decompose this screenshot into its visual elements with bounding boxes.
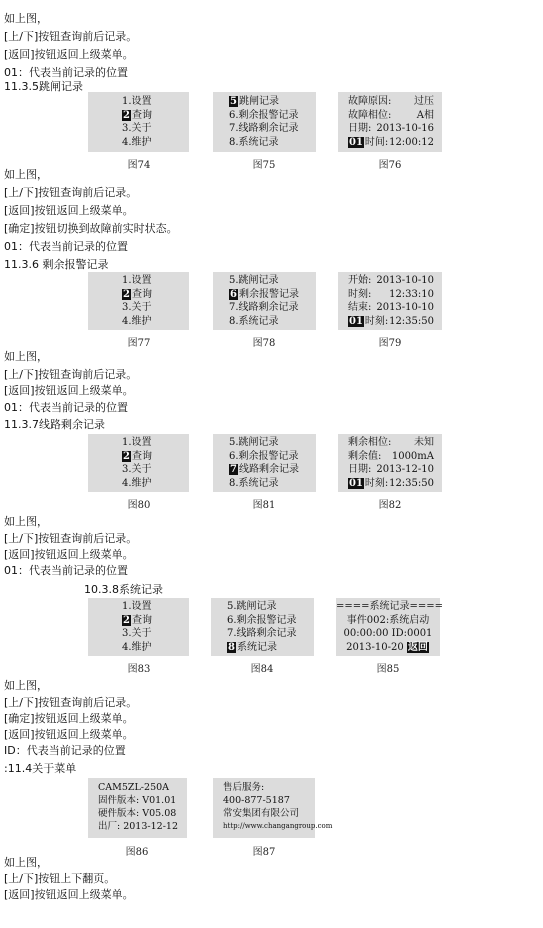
detail-row: 日期: 2013-10-16 [348,123,434,134]
menu-item: 4.维护 [122,315,152,327]
lcd-menu-screen [88,598,189,656]
menu-item: 1.设置 [122,275,152,286]
text-line: 如上图， [4,350,48,363]
company-name: 常安集团有限公司 [223,808,300,819]
section-heading: 11.3.5跳闸记录 [4,80,83,93]
factory-date: 出厂: 2013-12-12 [98,821,178,832]
list-item: 7.线路剩余记录 [229,123,299,134]
hardware-version: 硬件版本: V05.08 [98,808,177,819]
menu-item-selected: 2 查询 [123,109,152,121]
back-marker: 返回 [407,641,428,653]
selection-marker: 5 [230,96,237,107]
figure-caption: 图81 [252,500,276,511]
section-heading: 11.3.6 剩余报警记录 [4,258,109,271]
text-line: [上/下]按钮查询前后记录。 [4,30,138,43]
text-line: [返回]按钮返回上级菜单。 [4,548,134,561]
lcd-list-screen [213,272,316,330]
text-line: 如上图， [4,679,48,692]
service-title: 售后服务: [223,782,265,793]
text-line: 如上图， [4,168,48,181]
menu-item: 3.关于 [122,628,152,639]
record-index-marker: 01 [349,136,363,148]
text-line: [返回]按钮返回上级菜单。 [4,728,134,741]
list-item: 5.跳闸记录 [229,275,279,286]
record-title: ====系统记录==== [336,601,444,612]
text-line: 如上图， [4,515,48,528]
list-item-selected: 7 线路剩余记录 [230,464,299,475]
text-line: 01：代表当前记录的位置 [4,66,128,79]
detail-row: 故障原因: 过压 [348,96,434,107]
lcd-about-screen [88,778,187,838]
record-index-marker: 01 [349,477,363,489]
lcd-menu-screen [88,92,189,152]
list-item: 6.剩余报警记录 [229,450,299,462]
menu-item: 1.设置 [122,96,152,107]
section-heading: :11.4关于菜单 [4,762,77,775]
text-line: 01：代表当前记录的位置 [4,564,128,577]
firmware-version: 固件版本: V01.01 [98,795,177,806]
menu-item: 3.关于 [122,464,152,475]
text-line: [上/下]按钮查询前后记录。 [4,696,138,709]
figure-caption: 图87 [252,847,276,858]
lcd-system-record-screen [336,598,444,656]
model-name: CAM5ZL-250A [98,782,170,793]
selection-marker: 2 [123,109,130,121]
list-item: 6.剩余报警记录 [227,614,297,626]
service-phone: 400-877-5187 [223,795,290,806]
detail-row: 01 时间: 12:00:12 [349,136,434,148]
list-item-selected: 8 系统记录 [228,641,277,653]
record-time-id: 00:00:00 ID:0001 [343,628,433,639]
figure-caption: 图79 [378,338,402,349]
section-heading: 11.3.7线路剩余记录 [4,418,105,431]
menu-item-selected: 2 查询 [123,288,152,300]
text-line: ID：代表当前记录的位置 [4,744,126,757]
text-line: [返回]按钮返回上级菜单。 [4,204,134,217]
detail-row: 故障相位: A相 [348,109,434,121]
lcd-detail-screen [338,434,442,492]
detail-row: 结束: 2013-10-10 [348,302,434,313]
list-item-selected: 5 跳闸记录 [230,96,279,107]
figure-caption: 图80 [127,500,151,511]
list-item: 5.跳闸记录 [227,601,277,612]
text-line: [上/下]按钮上下翻页。 [4,872,116,885]
detail-row: 01 时刻: 12:35:50 [349,315,434,327]
menu-item-selected: 2 查询 [123,450,152,462]
detail-row: 01 时刻: 12:35:50 [349,477,434,489]
selection-marker: 8 [228,641,235,653]
list-item-selected: 6 剩余报警记录 [230,288,299,300]
list-item: 8.系统记录 [229,136,279,148]
text-line: [返回]按钮返回上级菜单。 [4,888,134,901]
list-item: 8.系统记录 [229,315,279,327]
list-item: 6.剩余报警记录 [229,109,299,121]
figure-caption: 图83 [127,664,151,675]
figure-caption: 图78 [252,338,276,349]
lcd-service-screen [213,778,333,838]
menu-item: 3.关于 [122,302,152,313]
figure-caption: 图75 [252,160,276,171]
text-line: 01：代表当前记录的位置 [4,240,128,253]
figure-caption: 图85 [376,664,400,675]
text-line: 01：代表当前记录的位置 [4,401,128,414]
record-event: 事件002:系统启动 [346,614,430,626]
selection-marker: 6 [230,288,237,300]
lcd-detail-screen [338,272,442,330]
detail-row: 时刻: 12:33:10 [348,288,434,300]
selection-marker: 2 [123,614,130,626]
section-heading: 10.3.8系统记录 [84,583,163,596]
detail-row: 开始: 2013-10-10 [348,275,434,286]
list-item: 8.系统记录 [229,477,279,489]
company-url: http://www.changangroup.com [223,822,333,830]
text-line: [上/下]按钮查询前后记录。 [4,186,138,199]
selection-marker: 7 [230,464,237,475]
detail-row: 剩余相位: 未知 [348,437,434,448]
text-line: 如上图， [4,12,48,25]
menu-item: 4.维护 [122,641,152,653]
record-date-row: 2013-10-20 返回 [346,641,428,653]
text-line: [上/下]按钮查询前后记录。 [4,368,138,381]
figure-caption: 图74 [127,160,151,171]
detail-row: 剩余值: 1000mA [348,450,434,462]
text-line: [返回]按钮返回上级菜单。 [4,48,134,61]
figure-caption: 图84 [250,664,274,675]
lcd-list-screen [213,434,316,492]
menu-item: 3.关于 [122,123,152,134]
menu-item: 1.设置 [122,601,152,612]
lcd-menu-screen [88,434,189,492]
lcd-list-screen [211,598,314,656]
figure-caption: 图76 [378,160,402,171]
menu-item: 4.维护 [122,477,152,489]
figure-caption: 图77 [127,338,151,349]
text-line: [返回]按钮返回上级菜单。 [4,384,134,397]
lcd-detail-screen [338,92,442,152]
lcd-menu-screen [88,272,189,330]
lcd-list-screen [213,92,316,152]
text-line: [确定]按钮切换到故障前实时状态。 [4,222,178,235]
record-index-marker: 01 [349,315,363,327]
text-line: [确定]按钮返回上级菜单。 [4,712,134,725]
list-item: 7.线路剩余记录 [229,302,299,313]
selection-marker: 2 [123,450,130,462]
figure-caption: 图82 [378,500,402,511]
menu-item: 1.设置 [122,437,152,448]
detail-row: 日期: 2013-12-10 [348,464,434,475]
menu-item-selected: 2 查询 [123,614,152,626]
menu-item: 4.维护 [122,136,152,148]
list-item: 5.跳闸记录 [229,437,279,448]
text-line: [上/下]按钮查询前后记录。 [4,532,138,545]
list-item: 7.线路剩余记录 [227,628,297,639]
text-line: 如上图， [4,856,48,869]
selection-marker: 2 [123,288,130,300]
figure-caption: 图86 [125,847,149,858]
